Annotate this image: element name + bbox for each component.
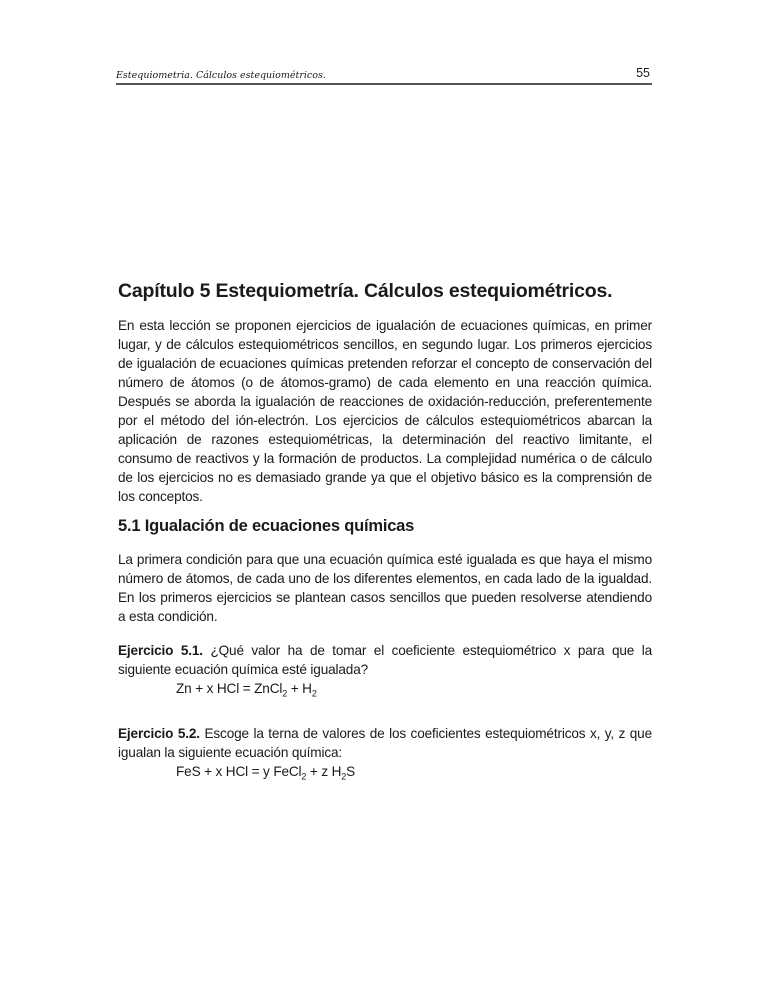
exercise-statement: [118, 641, 652, 679]
eq-sub: 2: [311, 688, 317, 699]
page-number: 55: [636, 66, 650, 80]
page-header: [116, 66, 652, 85]
chapter-title: Capítulo 5 Estequiometría. Cálculos estequiométricos.: [118, 280, 613, 302]
eq-part: + H: [287, 681, 312, 696]
running-title: Estequiometria. Cálculos estequiométricos.: [116, 70, 326, 81]
exercise-5-1: [118, 641, 652, 698]
equation: [118, 679, 652, 698]
intro-paragraph: [118, 316, 652, 506]
eq-sub: 2: [301, 771, 307, 782]
exercise-text: Escoge la terna de valores de los coeficientes estequiométricos x, y, z que igualan la siguiente ecuación química:: [118, 726, 652, 760]
exercise-statement: [118, 724, 652, 762]
eq-part: S: [346, 764, 356, 779]
exercise-5-2: [118, 724, 652, 781]
intro-text: En esta lección se proponen ejercicios de igualación de ecuaciones químicas, en primer lugar, y de cálculos estequiométricos sencillos, en segundo lugar. Los primeros ejercicios de igualación de ecuaciones químicas pretenden reforzar el concepto de conservación del número de átomos (o de átomos-gramo) de cada elemento en una reacción química. Después se aborda la igualación de reacciones de oxidación-reducción, preferentemente por el método del ión-electrón. Los ejercicios de cálculos estequiométricos abarcan la aplicación de razones estequiométricas, la determinación del reactivo limitante, el consumo de reactivos y la formación de productos. La complejidad numérica o de cálculo de los ejercicios no es demasiado grande ya que el objetivo básico es la comprensión de los conceptos.: [118, 318, 652, 504]
eq-sub: 2: [341, 771, 347, 782]
eq-sub: 2: [282, 688, 288, 699]
eq-part: + z H: [306, 764, 342, 779]
equation: [118, 762, 652, 781]
exercise-text: ¿Qué valor ha de tomar el coeficiente estequiométrico x para que la siguiente ecuación química esté igualada?: [118, 643, 652, 677]
eq-part: Zn + x HCl = ZnCl: [176, 681, 283, 696]
exercise-label: Ejercicio 5.2.: [118, 726, 200, 741]
section-title: 5.1 Igualación de ecuaciones químicas: [118, 517, 415, 535]
section-text: La primera condición para que una ecuación química esté igualada es que haya el mismo número de átomos, de cada uno de los diferentes elementos, en cada lado de la igualdad. En los primeros ejercicios se plantean casos sencillos que pueden resolverse atendiendo a esta condición.: [118, 552, 652, 624]
exercise-label: Ejercicio 5.1.: [118, 643, 203, 658]
eq-part: FeS + x HCl = y FeCl: [176, 764, 302, 779]
section-paragraph: [118, 550, 652, 626]
